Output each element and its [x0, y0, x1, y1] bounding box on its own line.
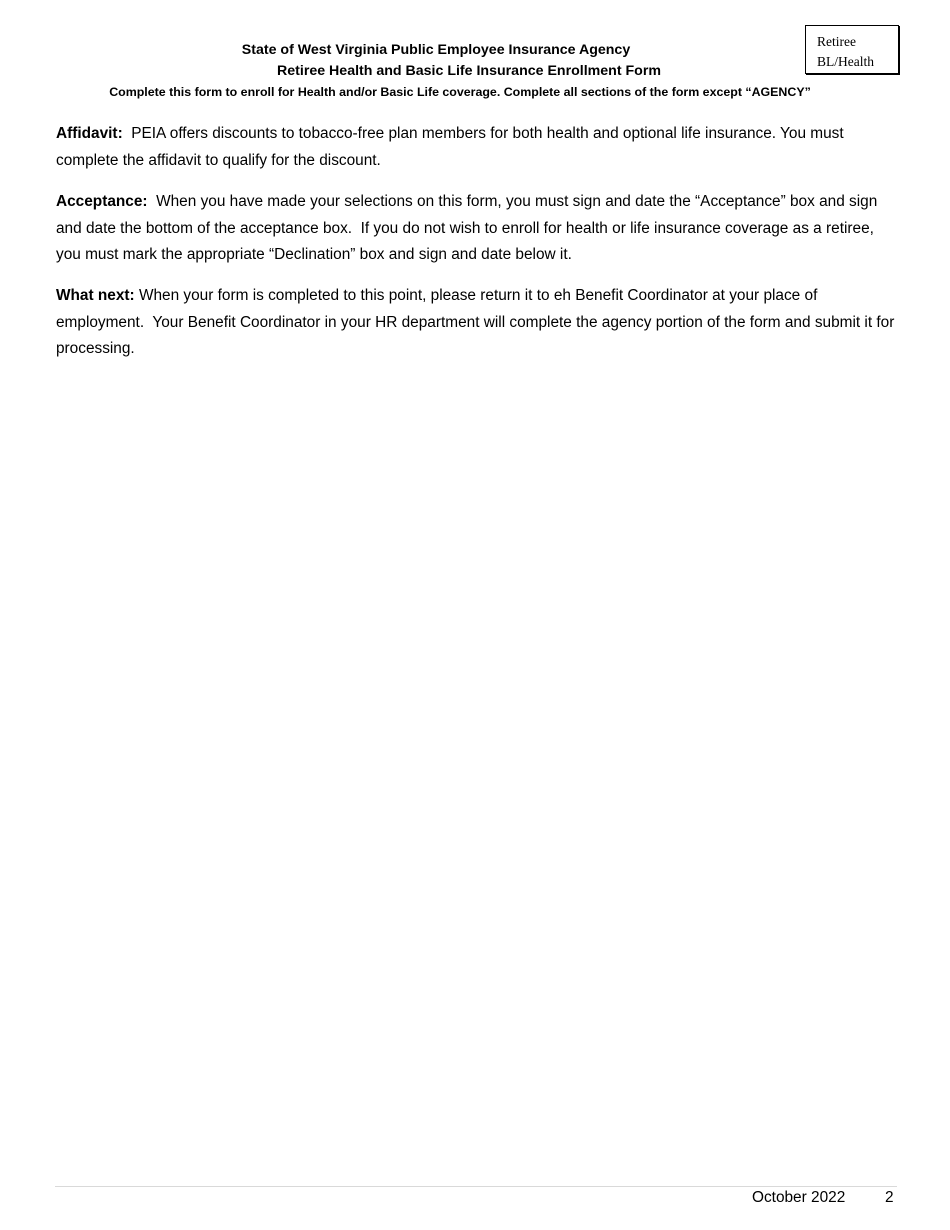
form-code-line1: Retiree	[817, 34, 856, 49]
what-next-label: What next:	[56, 287, 135, 304]
acceptance-text: When you have made your selections on this form, you must sign and date the “Acceptance” box and sign and date the bottom of the acceptance box. If you do not wish to enroll for health or life insurance coverage as a retiree, you must mark the appropriate “Declination” box and sign and date below it.	[56, 193, 882, 263]
affidavit-label: Affidavit:	[56, 125, 123, 142]
form-instruction: Complete this form to enroll for Health and/or Basic Life coverage. Complete all sections of the form except “AGENCY”	[109, 85, 811, 99]
affidavit-text: PEIA offers discounts to tobacco-free plan members for both health and optional life insurance. You must complete the affidavit to qualify for the discount.	[56, 125, 848, 169]
form-code-line2: BL/Health	[817, 54, 874, 69]
affidavit-section	[56, 121, 901, 174]
acceptance-label: Acceptance:	[56, 193, 148, 210]
page-number: 2	[885, 1189, 894, 1206]
what-next-text: When your form is completed to this point, please return it to eh Benefit Coordinator at your place of employment. Your Benefit Coordinator in your HR department will complete the agency portion of the form and submit it for processing.	[56, 287, 899, 357]
form-title: Retiree Health and Basic Life Insurance Enrollment Form	[277, 63, 661, 79]
what-next-section	[56, 283, 901, 363]
agency-title: State of West Virginia Public Employee Insurance Agency	[241, 42, 631, 58]
footer-divider	[55, 1186, 897, 1187]
footer-date: October 2022	[752, 1189, 846, 1206]
acceptance-section	[56, 189, 901, 269]
